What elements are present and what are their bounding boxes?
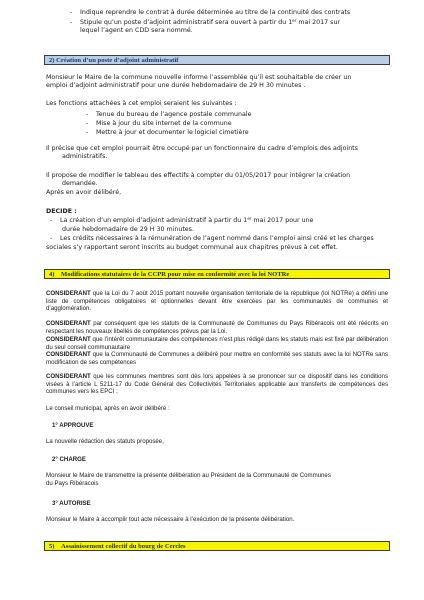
considerant-3: CONSIDERANT que l’intérêt communautaire des compétences n’est plus rédigé dans les statuts mais est fixé par délibération du seul conseil communautaire [46,336,388,351]
top-list-item-2-cont: lequel l’agent en CDD sera nommé. [80,27,193,34]
precision-2: administratifs. [62,153,108,160]
charge-text: Monsieur le Maire de transmettre la présente délibération au Président de la Communauté de Communes du Pays Ribéracois [46,472,331,487]
decision-2-cont: sociales s’y rapportant seront inscrits au budget communal aux chapitres prévus à cet effet. [46,244,338,251]
approve-text: La nouvelle rédaction des statuts proposée, [46,438,164,445]
top-list-item-1: - Indique reprendre le contrat à durée déterminée au titre de la continuité des contrats [70,9,351,16]
considerant-1: CONSIDERANT que la Loi du 7 août 2015 portant nouvelle organisation territoriale de la république (loi NOTRe) a défini une liste de compétences obligatoires et optionnelles devant être exercées par les communautés de communes et d’agglomération. [46,290,389,313]
council-deliberation: Le conseil municipal, après en avoir délibéré : [46,405,170,412]
functions-lead: Les fonctions attachées à cet emploi seraient les suivantes : [46,100,237,107]
top-list-item-2: - Stipule qu’un poste d’adjoint administratif sera ouvert à partir du 1er mai 2017 sur [70,18,341,26]
considerant-5: CONSIDERANT que les communes membres sont dès lors appelées à se prononcer sur ce dispositif dans les conditions visées à l’article L 5211-17 du Code Général des Collectivités Territoriales applicable aux transferts de compétences des communes vers les EPCI ; [46,373,388,396]
precision-1: Il précise que cet emploi pourrait être occupé par un fonctionnaire du cadre d’emplois des adjoints [46,145,358,152]
section-5-heading: 5) Assainissement collectif du bourg de Cercles [44,541,390,551]
section-2-intro-2: emploi d’adjoint administratif pour une durée hebdomadaire de 29 H 30 minutes . [46,82,306,89]
considerant-2: CONSIDERANT par conséquent que les statuts de la Communauté de Communes du Pays Ribéracois ont été réécrits en respectant les nouveaux libellés de compétences prévus par la Loi. [46,320,388,335]
approve-title: 1° APPROUVE [52,422,94,429]
function-item-1: - Tenue du bureau de l’agence postale communale [86,111,252,118]
charge-title: 2° CHARGE [52,456,86,463]
considerant-4: CONSIDERANT que la Communauté de Communes a délibéré pour mettre en conformité ses statuts avec la loi NOTRe sans modification de ses compétences [46,351,388,366]
section-2-heading: 2) Création d’un poste d’adjoint administratif [44,55,390,65]
function-item-3: - Mettre à jour et documenter le logiciel cimetière [86,129,249,136]
proposal-1: Il propose de modifier le tableau des effectifs à compter du 01/05/2017 pour intégrer la création [46,172,351,179]
decision-1: - La création d’un emploi d’adjoint administratif à partir du 1er mai 2017 pour une [50,216,314,224]
deliberation: Après en avoir délibéré, [46,189,122,196]
decision-1-cont: durée hebdomadaire de 29 H 30 minutes. [62,226,194,233]
section-2-intro-1: Monsieur le Maire de la commune nouvelle informe l’assemblée qu’il est souhaitable de créer un [46,74,352,81]
autorise-title: 3° AUTORISE [52,500,91,507]
proposal-2: demandée. [62,180,98,187]
autorise-text: Monsieur le Maire à accomplir tout acte nécessaire à l’exécution de la présente délibération. [46,516,295,523]
section-4-heading: 4) Modifications statutaires de la CCPR pour mise en conformité avec la loi NOTRe [44,269,390,279]
decide-label: DECIDE : [46,208,77,215]
function-item-2: - Mise à jour du site internet de la commune [86,120,232,127]
decision-2: - Les crédits nécessaires à la rémunération de l’agent nommé dans l’emploi ainsi créé et les charges [50,235,374,242]
